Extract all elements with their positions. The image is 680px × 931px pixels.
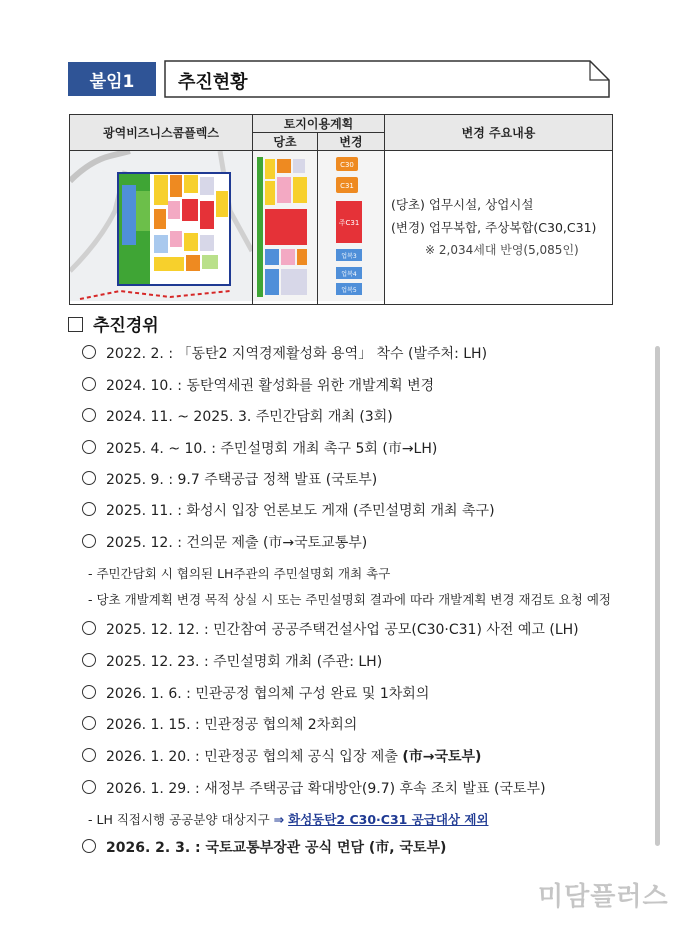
subnote-1: - 주민간담회 시 협의된 LH주관의 주민설명회 개최 촉구 (88, 566, 391, 581)
site-map-image (70, 151, 252, 301)
timeline-item: 2026. 1. 15. : 민관정공 협의체 2차회의 (82, 714, 357, 734)
change-line-after: (변경) 업무복합, 주상복합(C30,C31) (391, 220, 597, 235)
map-label-biz5: 업복5 (341, 287, 357, 294)
timeline-item: 2026. 1. 6. : 민관공정 협의체 구성 완료 및 1차회의 (82, 683, 429, 703)
checkbox-icon (68, 317, 83, 332)
col-changes-header: 변경 주요내용 (385, 115, 613, 151)
before-map-cell (253, 151, 318, 305)
circle-bullet-icon (82, 471, 96, 485)
double-arrow-icon: ⇒ (273, 812, 285, 827)
circle-bullet-icon (82, 377, 96, 391)
timeline-item: 2022. 2. : 「동탄2 지역경제활성화 용역」 착수 (발주처: LH) (82, 343, 487, 363)
col-before-header: 당초 (253, 133, 318, 151)
circle-bullet-icon (82, 780, 96, 794)
col-after-header: 변경 (318, 133, 385, 151)
map-label-biz3: 업복3 (341, 253, 357, 260)
circle-bullet-icon (82, 653, 96, 667)
after-map-cell (318, 151, 385, 305)
map-label-biz4: 업복4 (341, 271, 357, 278)
timeline-item: 2026. 1. 29. : 새정부 주택공급 확대방안(9.7) 후속 조치 발표 (국토부) (82, 778, 546, 798)
before-map-image (253, 151, 317, 301)
site-map-cell (70, 151, 253, 305)
timeline-item: 2026. 1. 20. : 민관정공 협의체 공식 입장 제출 (市→국토부) (82, 746, 481, 766)
subnote-2: - 당초 개발계획 변경 목적 상실 시 또는 주민설명회 결과에 따라 개발계획 변경 재검토 요청 예정 (88, 592, 611, 607)
exclusion-link[interactable]: 화성동탄2 C30·C31 공급대상 제외 (288, 812, 489, 827)
circle-bullet-icon (82, 839, 96, 853)
subnote-3: - LH 직접시행 공공분양 대상지구 ⇒ 화성동탄2 C30·C31 공급대상 제외 (88, 812, 489, 827)
timeline-item: 2025. 11. : 화성시 입장 언론보도 게재 (주민설명회 개최 촉구) (82, 500, 495, 520)
land-use-table (69, 114, 613, 305)
timeline-item: 2024. 10. : 동탄역세권 활성화를 위한 개발계획 변경 (82, 375, 434, 395)
section-title: 추진경위 (68, 311, 159, 336)
timeline-item: 2025. 12. 12. : 민간참여 공공주택건설사업 공모(C30·C31) 사전 예고 (LH) (82, 619, 579, 639)
circle-bullet-icon (82, 502, 96, 516)
timeline-item: 2025. 4. ~ 10. : 주민설명회 개최 촉구 5회 (市→LH) (82, 438, 437, 458)
timeline-item: 2025. 12. : 건의문 제출 (市→국토교통부) (82, 532, 367, 552)
watermark-logo: 미담플러스 (538, 882, 669, 912)
col-landuse-header: 토지이용계획 (253, 115, 385, 133)
circle-bullet-icon (82, 534, 96, 548)
timeline-item: 2026. 2. 3. : 국토교통부장관 공식 면담 (市, 국토부) (82, 837, 446, 857)
circle-bullet-icon (82, 621, 96, 635)
appendix-label: 붙임1 (68, 62, 156, 96)
circle-bullet-icon (82, 716, 96, 730)
change-line-before: (당초) 업무시설, 상업시설 (391, 197, 534, 212)
circle-bullet-icon (82, 685, 96, 699)
scrollbar[interactable] (655, 346, 660, 846)
timeline-item: 2025. 12. 23. : 주민설명회 개최 (주관: LH) (82, 651, 382, 671)
title-box (164, 60, 610, 98)
changes-cell (385, 151, 613, 305)
col-project-header: 광역비즈니스콤플렉스 (70, 115, 253, 151)
after-map-image (318, 151, 384, 301)
page-title: 추진현황 (178, 72, 248, 93)
map-label-c30: C30 (340, 161, 354, 169)
circle-bullet-icon (82, 748, 96, 762)
circle-bullet-icon (82, 345, 96, 359)
change-note: ※ 2,034세대 반영(5,085인) (425, 243, 579, 257)
circle-bullet-icon (82, 440, 96, 454)
map-label-c31b: 주C31 (338, 219, 360, 227)
circle-bullet-icon (82, 408, 96, 422)
timeline-item: 2025. 9. : 9.7 주택공급 정책 발표 (국토부) (82, 469, 377, 489)
timeline-item: 2024. 11. ~ 2025. 3. 주민간담회 개최 (3회) (82, 406, 393, 426)
map-label-c31: C31 (340, 182, 354, 190)
